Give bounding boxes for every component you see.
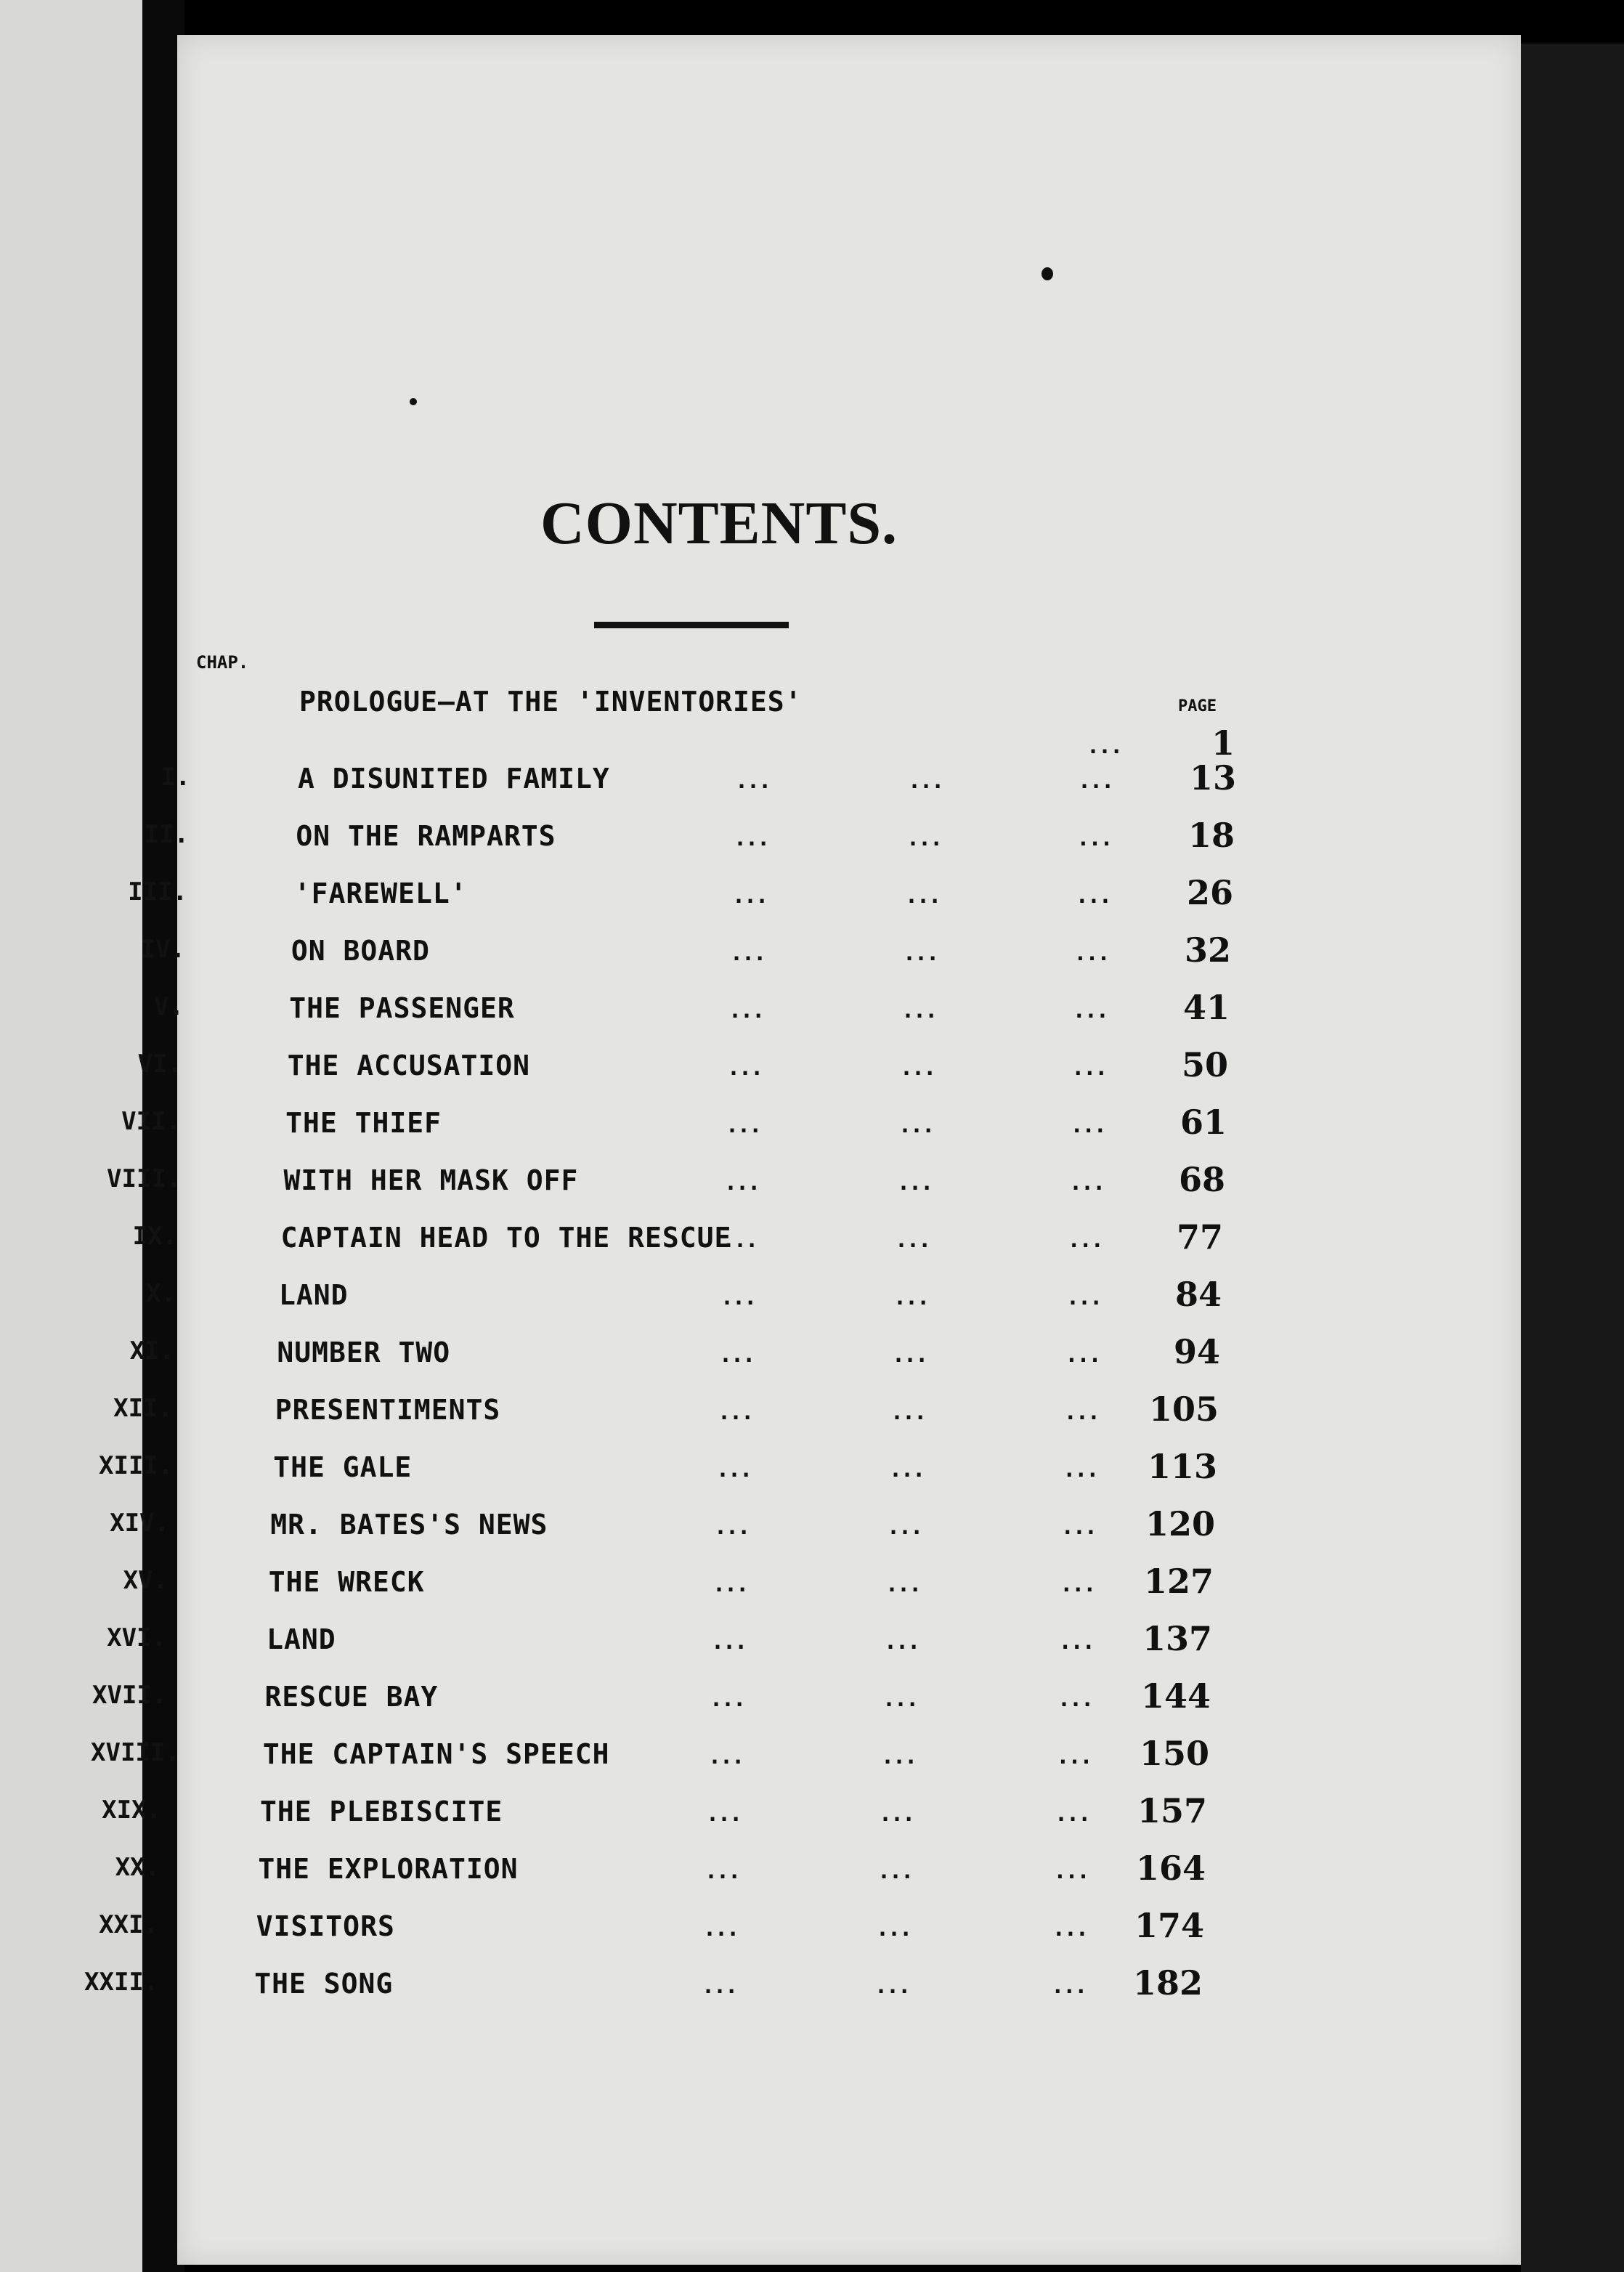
leader-dots: ... [1070,1113,1105,1138]
leader-dots: ... [1060,1572,1095,1597]
chapter-page-number: 77 [1176,1217,1223,1257]
toc-entry [0,988,1624,1039]
chapter-numeral: VIII. [107,1164,182,1193]
leader-dots: ... [893,1285,929,1310]
toc-entry [0,1906,1624,1957]
toc-entry [0,1160,1624,1211]
chapter-page-number: 113 [1147,1447,1217,1486]
leader-dots: ... [897,1170,933,1196]
toc-entry [0,1275,1624,1326]
chapter-title: PRESENTIMENTS [275,1394,501,1426]
chapter-page-number: 182 [1132,1963,1203,2003]
chapter-numeral: XIX. [102,1796,161,1825]
chapter-numeral: VI. [137,1050,182,1079]
leader-dots: ... [898,1113,934,1138]
chapter-page-number: 50 [1181,1045,1228,1084]
leader-dots: ... [727,1055,763,1081]
toc-entry [0,1447,1624,1498]
leader-dots: ... [1055,1801,1090,1827]
leader-dots: ... [1057,1687,1093,1712]
leader-dots: ... [724,1170,760,1196]
leader-dots: ... [901,998,937,1023]
leader-dots: ... [710,1687,745,1712]
leader-dots: ... [889,1457,925,1482]
leader-dots: ... [876,1916,912,1942]
toc-entry [0,1389,1624,1440]
leader-dots: ... [702,1973,737,1999]
leader-dots: ... [716,1457,752,1482]
chapter-page-number: 32 [1184,930,1231,970]
chapter-page-number: 41 [1182,988,1230,1027]
chapter-title: LAND [267,1623,336,1655]
toc-entry [0,1734,1624,1785]
leader-dots: ... [906,826,942,851]
chapter-title: A DISUNITED FAMILY [298,763,610,795]
chapter-numeral: X. [146,1279,176,1308]
page-column-label: PAGE [1178,697,1217,715]
chapter-page-number: 13 [1189,758,1236,798]
leader-dots: ... [719,1342,755,1368]
toc-entry [0,1332,1624,1383]
chapter-numeral: XVIII. [91,1738,180,1767]
leader-dots: ... [1076,826,1112,851]
leader-dots: ... [1078,768,1113,794]
toc-entry [0,1045,1624,1096]
chapter-numeral: II. [144,820,189,849]
chapter-title: THE PASSENGER [289,992,515,1024]
chapter-page-number: 144 [1140,1676,1211,1716]
leader-dots: ... [874,1973,910,1999]
leader-dots: ... [1060,1514,1096,1540]
chapter-title: RESCUE BAY [264,1681,439,1713]
chapter-page-number: 61 [1180,1103,1227,1142]
chapter-numeral: XV. [123,1566,168,1595]
leader-dots: ... [1073,941,1109,966]
toc-entry [0,816,1624,867]
leader-dots: ... [1053,1859,1089,1884]
leader-dots: ... [732,883,768,909]
leader-dots: ... [711,1629,747,1655]
leader-dots: ... [720,1285,756,1310]
leader-dots: ... [708,1744,744,1769]
leader-dots: ... [879,1801,914,1827]
chapter-page-number: 150 [1139,1734,1209,1773]
chapter-title: NUMBER TWO [277,1336,451,1368]
toc-entry [0,1791,1624,1842]
toc-entry [0,1619,1624,1670]
chapter-numeral: XIII. [99,1451,174,1480]
leader-dots: ... [1063,1457,1098,1482]
leader-dots: ... [882,1687,918,1712]
leader-dots: ... [722,1228,758,1253]
toc-entry [0,1103,1624,1153]
chapter-title: WITH HER MASK OFF [283,1164,579,1196]
toc-entry [0,1562,1624,1612]
chapter-page-number: 164 [1135,1849,1206,1888]
leader-dots: ... [1069,1170,1105,1196]
chapter-numeral: IV. [140,935,185,964]
leader-dots: ... [885,1572,921,1597]
leader-dots: ... [905,883,941,909]
chapter-title: CAPTAIN HEAD TO THE RESCUE [280,1222,732,1254]
toc-entry [0,1963,1624,2014]
chapter-numeral: XVI. [107,1623,166,1652]
chapter-numeral: XVII. [92,1681,167,1710]
chapter-numeral: IX. [132,1222,177,1251]
leader-dots: ... [728,998,764,1023]
chapter-title: LAND [279,1279,349,1311]
chapter-title: THE THIEF [285,1107,442,1139]
leader-dots: ... [726,1113,761,1138]
chapter-numeral: I. [161,763,190,792]
ink-speck [410,398,417,405]
chapter-page-number: 26 [1186,873,1233,912]
chapter-page-number: 68 [1178,1160,1225,1199]
chapter-page-number: 157 [1137,1791,1207,1830]
leader-dots: ... [735,768,771,794]
chapter-page-number: 120 [1145,1504,1215,1543]
chapter-page-number: 105 [1148,1389,1219,1429]
toc-entry [0,930,1624,981]
leader-dots: ... [903,941,938,966]
chapter-title: ON THE RAMPARTS [296,820,556,852]
toc-entry [0,1849,1624,1899]
leader-dots: ... [714,1514,750,1540]
leader-dots: ... [1065,1342,1100,1368]
chapter-page-number: 174 [1134,1906,1204,1945]
chapter-title: THE ACCUSATION [287,1050,530,1082]
leader-dots: ... [1066,1285,1102,1310]
chapter-title: THE SONG [254,1968,394,2000]
chapter-numeral: III. [128,877,187,906]
ink-speck [1042,267,1053,280]
prologue-title: PROLOGUE—AT THE 'INVENTORIES' [299,686,803,718]
leader-dots: ... [892,1342,927,1368]
chapter-numeral: XX. [115,1853,160,1882]
leader-dots: ... [881,1744,917,1769]
chapter-numeral: XI. [129,1336,174,1366]
chapter-numeral: XII. [113,1394,173,1423]
chapter-numeral: XXI. [99,1910,158,1939]
chapter-title: VISITORS [256,1910,395,1942]
chapter-numeral: V. [154,992,184,1021]
leader-dots: ... [734,826,769,851]
chapter-numeral: XXII. [84,1968,159,1997]
leader-dots: ... [1051,1973,1087,1999]
leader-dots: ... [895,1228,930,1253]
chapter-title: THE EXPLORATION [258,1853,519,1885]
page-title: CONTENTS. [540,490,898,557]
leader-dots: ... [706,1801,742,1827]
chapter-title: THE GALE [273,1451,413,1483]
leader-dots: ... [712,1572,748,1597]
toc-entry [0,1217,1624,1268]
leader-dots: ... [1072,998,1108,1023]
chapter-numeral: XIV. [110,1509,169,1538]
toc-entry [0,1676,1624,1727]
toc-entry [0,1504,1624,1555]
chapter-title: THE CAPTAIN'S SPEECH [262,1738,610,1770]
chapter-column-label: CHAP. [196,652,249,673]
chapter-page-number: 84 [1174,1275,1222,1314]
leader-dots: ... [1075,883,1111,909]
chapter-page-number: 94 [1173,1332,1220,1371]
title-rule [594,622,789,628]
leader-dots: ... [900,1055,935,1081]
toc-entry [0,873,1624,924]
chapter-title: MR. BATES'S NEWS [270,1509,548,1541]
leader-dots: ... [1058,1629,1094,1655]
chapter-page-number: 127 [1143,1562,1214,1601]
leader-dots: ... [718,1400,753,1425]
chapter-title: 'FAREWELL' [293,877,468,909]
leader-dots: ... [703,1916,739,1942]
leader-dots: ... [705,1859,740,1884]
leader-dots: ... [730,941,766,966]
leader-dots: ... [1071,1055,1107,1081]
chapter-title: THE WRECK [268,1566,425,1598]
leader-dots: ... [1063,1400,1099,1425]
leader-dots: ... [1056,1744,1092,1769]
leader-dots: ... [1087,734,1122,759]
leader-dots: ... [884,1629,919,1655]
chapter-page-number: 137 [1142,1619,1212,1658]
chapter-numeral: VII. [121,1107,181,1136]
leader-dots: ... [887,1514,922,1540]
leader-dots: ... [877,1859,913,1884]
toc-entry [0,758,1624,809]
leader-dots: ... [908,768,943,794]
leader-dots: ... [1052,1916,1087,1942]
chapter-title: THE PLEBISCITE [260,1796,503,1827]
leader-dots: ... [890,1400,926,1425]
leader-dots: ... [1067,1228,1103,1253]
chapter-page-number: 18 [1187,816,1235,855]
chapter-title: ON BOARD [291,935,430,967]
prologue-page-number: 1 [1211,723,1235,763]
